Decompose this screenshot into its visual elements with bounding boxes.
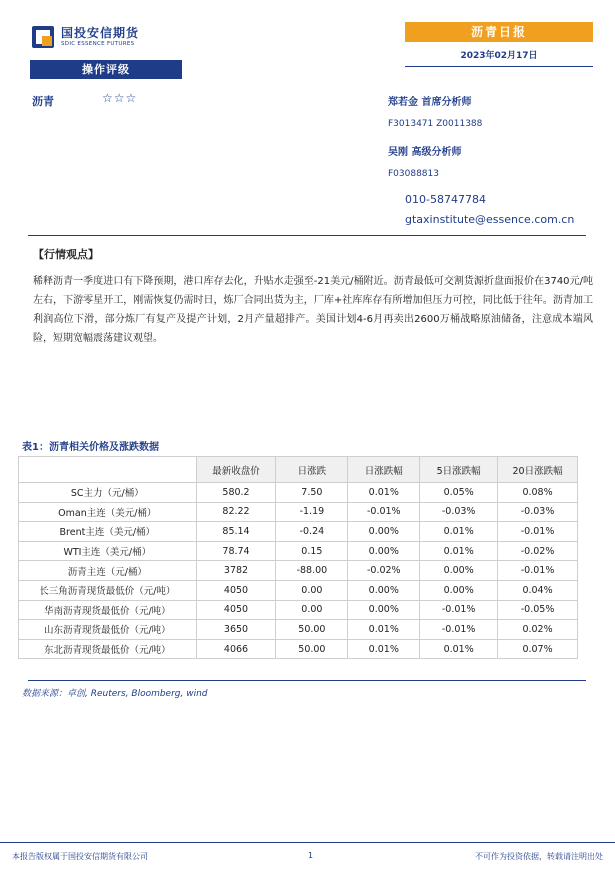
table-row (19, 600, 578, 620)
cell-close: 4050 (196, 600, 276, 620)
cell-pct: 0.01% (348, 639, 420, 659)
cell-pct: -0.02% (348, 561, 420, 581)
cell-change: 50.00 (276, 639, 348, 659)
logo-mark-icon (32, 26, 54, 48)
footer-divider (0, 842, 615, 843)
cell-name: 东北沥青现货最低价（元/吨） (19, 639, 197, 659)
cell-name: 山东沥青现货最低价（元/吨） (19, 620, 197, 640)
cell-name: 长三角沥青现货最低价（元/吨） (19, 580, 197, 600)
cell-close: 78.74 (196, 541, 276, 561)
analyst-name-1: 郑若金 首席分析师 (388, 97, 472, 108)
page-number: 1 (308, 851, 314, 860)
table-row (19, 580, 578, 600)
market-view-text: 稀释沥青一季度进口有下降预期，港口库存去化，升贴水走强至-21美元/桶附近。沥青最低可交割货源折盘面报价在3740元/吨左右，下游零星开工，刚需恢复仍需时日，炼厂合同出货为主，厂库+社库库存有所增加但压力可控，同比低于往年。沥青加工利润高位下滑，部分炼厂有复产及提产计划，2月产量超排产。美国计划4-6月再卖出2600万桶战略原油储备，注意成本端风险，短期宽幅震荡建议观望。 (33, 276, 593, 344)
header-cell: 5日涨跌幅 (420, 457, 498, 483)
cell-20d: 0.04% (498, 580, 578, 600)
cell-5d: -0.01% (420, 620, 498, 640)
cell-pct: 0.01% (348, 620, 420, 640)
cell-20d: -0.03% (498, 502, 578, 522)
analyst-name-2: 吴刚 高级分析师 (388, 147, 462, 158)
table-row (19, 483, 578, 503)
header-cell (19, 457, 197, 483)
section-divider (28, 235, 586, 236)
cell-5d: -0.01% (420, 600, 498, 620)
table-row (19, 639, 578, 659)
date-divider (405, 66, 593, 67)
cell-change: 50.00 (276, 620, 348, 640)
cell-5d: 0.01% (420, 541, 498, 561)
cell-20d: 0.07% (498, 639, 578, 659)
cell-name: Brent主连（美元/桶） (19, 522, 197, 542)
cell-close: 3650 (196, 620, 276, 640)
cell-change: -0.24 (276, 522, 348, 542)
cell-pct: 0.01% (348, 483, 420, 503)
cell-name: Oman主连（美元/桶） (19, 502, 197, 522)
cell-5d: 0.00% (420, 561, 498, 581)
report-date: 2023年02月17日 (460, 51, 538, 61)
table-bottom-rule (28, 680, 586, 681)
cell-name: WTI主连（美元/桶） (19, 541, 197, 561)
company-logo (32, 26, 139, 48)
analyst-code-2: F03088813 (388, 169, 439, 179)
cell-change: 7.50 (276, 483, 348, 503)
cell-close: 580.2 (196, 483, 276, 503)
table-row (19, 541, 578, 561)
table-row (19, 522, 578, 542)
cell-close: 3782 (196, 561, 276, 581)
cell-5d: 0.01% (420, 639, 498, 659)
cell-pct: -0.01% (348, 502, 420, 522)
rating-stars-icon: ☆☆☆ (102, 91, 138, 105)
cell-close: 4066 (196, 639, 276, 659)
contact-email[interactable]: gtaxinstitute@essence.com.cn (405, 213, 575, 226)
cell-20d: -0.01% (498, 522, 578, 542)
cell-change: -88.00 (276, 561, 348, 581)
cell-change: -1.19 (276, 502, 348, 522)
table-header-row (19, 457, 578, 483)
analyst-code-1: F3013471 Z0011388 (388, 119, 483, 129)
cell-20d: 0.08% (498, 483, 578, 503)
footer-copyright: 本报告版权属于国投安信期货有限公司 (12, 852, 148, 861)
price-table (18, 456, 578, 659)
rating-product: 沥青 (32, 95, 54, 108)
cell-name: SC主力（元/桶） (19, 483, 197, 503)
market-view-title: 【行情观点】 (33, 248, 99, 261)
report-tag: 沥青日报 (405, 22, 593, 42)
cell-pct: 0.00% (348, 600, 420, 620)
cell-change: 0.15 (276, 541, 348, 561)
cell-pct: 0.00% (348, 522, 420, 542)
header-cell: 最新收盘价 (196, 457, 276, 483)
header-cell: 日涨跌幅 (348, 457, 420, 483)
logo-name-cn: 国投安信期货 (61, 26, 140, 40)
cell-change: 0.00 (276, 600, 348, 620)
cell-pct: 0.00% (348, 541, 420, 561)
cell-20d: -0.01% (498, 561, 578, 581)
table-row (19, 561, 578, 581)
header-cell: 日涨跌 (276, 457, 348, 483)
table-row (19, 620, 578, 640)
cell-20d: 0.02% (498, 620, 578, 640)
header-cell: 20日涨跌幅 (498, 457, 578, 483)
cell-change: 0.00 (276, 580, 348, 600)
cell-20d: -0.05% (498, 600, 578, 620)
cell-5d: 0.00% (420, 580, 498, 600)
cell-20d: -0.02% (498, 541, 578, 561)
rating-bar: 操作评级 (30, 60, 182, 79)
footer-disclaimer: 不可作为投资依据，转载请注明出处 (475, 852, 603, 861)
table-row (19, 502, 578, 522)
logo-name-en: SDIC ESSENCE FUTURES (61, 41, 135, 47)
cell-close: 85.14 (196, 522, 276, 542)
contact-phone: 010-58747784 (405, 193, 486, 206)
cell-name: 沥青主连（元/桶） (19, 561, 197, 581)
cell-5d: 0.05% (420, 483, 498, 503)
data-source: 数据来源：卓创, Reuters, Bloomberg, wind (22, 689, 208, 699)
cell-close: 82.22 (196, 502, 276, 522)
cell-5d: -0.03% (420, 502, 498, 522)
table-title: 表1：沥青相关价格及涨跌数据 (22, 442, 159, 453)
cell-close: 4050 (196, 580, 276, 600)
cell-pct: 0.00% (348, 580, 420, 600)
cell-5d: 0.01% (420, 522, 498, 542)
cell-name: 华南沥青现货最低价（元/吨） (19, 600, 197, 620)
